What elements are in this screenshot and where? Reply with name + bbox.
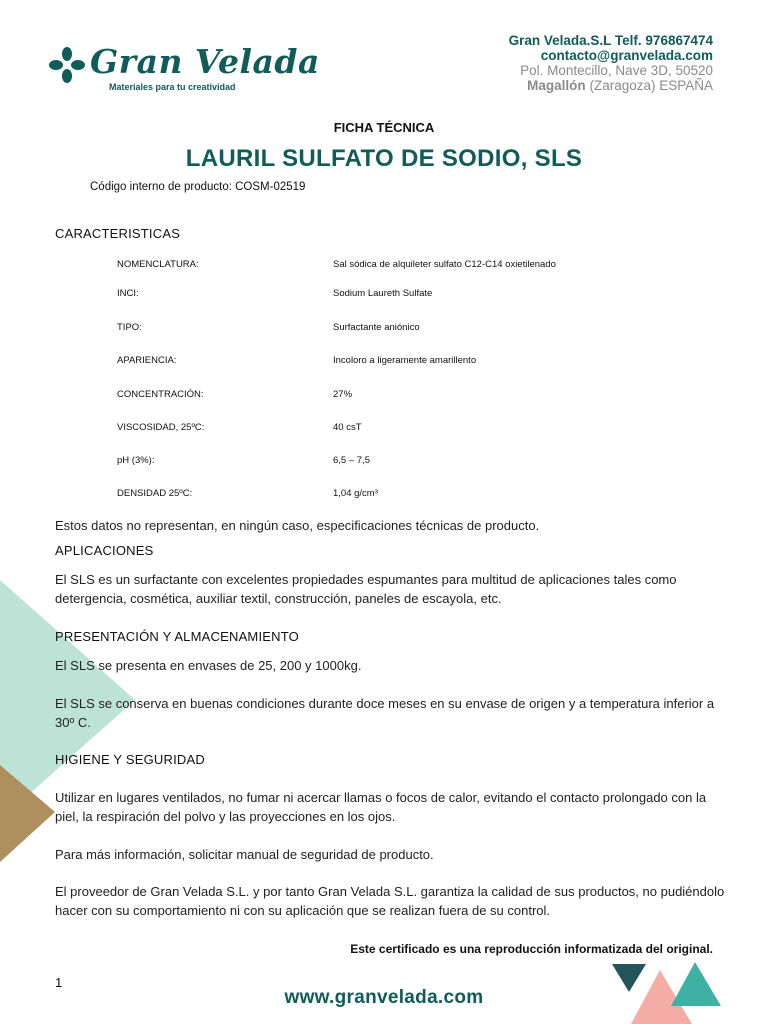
prop-label: TIPO:	[117, 322, 142, 333]
storage-p1: El SLS se presenta en envases de 25, 200 y 1000kg.	[55, 658, 362, 673]
prop-value: 6,5 – 7,5	[333, 455, 370, 466]
prop-label: APARIENCIA:	[117, 355, 177, 366]
contact-block	[509, 33, 713, 93]
prop-value: Surfactante aniónico	[333, 322, 420, 333]
storage-p2: El SLS se conserva en buenas condiciones durante doce meses en su envase de origen y a temperatura inferior a 30º C.	[55, 696, 715, 730]
prop-value: Incoloro a ligeramente amarillento	[333, 355, 477, 366]
prop-value: Sal sódica de alquileter sulfato C12-C14 oxietilenado	[333, 259, 556, 270]
prop-label: INCI:	[117, 288, 139, 299]
prop-label: DENSIDAD 25ºC:	[117, 488, 193, 499]
safety-p3: El proveedor de Gran Velada S.L. y por tanto Gran Velada S.L. garantiza la calidad de sus productos, no pudiéndolo hacer con su comportamiento ni con su aplicación que se realizan fuera de su control.	[55, 884, 725, 918]
contact-phone: Gran Velada.S.L Telf. 976867474	[508, 33, 713, 48]
contact-email[interactable]: contacto@granvelada.com	[540, 48, 713, 63]
applications-text: El SLS es un surfactante con excelentes propiedades espumantes para multitud de aplicaciones tales como detergencia, cosmética, auxiliar textil, construcción, paneles de escayola, etc.	[55, 572, 677, 606]
page-title: LAURIL SULFATO DE SODIO, SLS	[185, 145, 583, 172]
brand-name: Gran Velada	[90, 42, 320, 81]
prop-value: 27%	[333, 389, 353, 400]
contact-city: Magallón	[527, 78, 586, 93]
storage-heading: PRESENTACIÓN Y ALMACENAMIENTO	[55, 629, 299, 644]
flower-icon	[48, 46, 86, 84]
prop-label: CONCENTRACIÓN:	[117, 389, 204, 400]
safety-heading: HIGIENE Y SEGURIDAD	[55, 752, 205, 767]
website-link[interactable]: www.granvelada.com	[284, 987, 484, 1008]
safety-p1: Utilizar en lugares ventilados, no fumar ni acercar llamas o focos de calor, evitando el contacto prolongado con la piel, la respiración del polvo y las proyecciones en los ojos.	[55, 790, 707, 824]
doc-type: FICHA TÉCNICA	[333, 120, 435, 135]
prop-value: 1,04 g/cm³	[333, 488, 378, 499]
characteristics-note: Estos datos no representan, en ningún caso, especificaciones técnicas de producto.	[55, 518, 540, 533]
applications-heading: APLICACIONES	[55, 543, 154, 558]
contact-region: (Zaragoza) ESPAÑA	[589, 78, 713, 93]
prop-value: 40 csT	[333, 422, 362, 433]
page-number: 1	[55, 975, 63, 990]
characteristics-heading: CARACTERISTICAS	[55, 226, 181, 241]
prop-label: pH (3%):	[117, 455, 155, 466]
safety-p2: Para más información, solicitar manual de seguridad de producto.	[55, 847, 434, 862]
brand-tagline: Materiales para tu creatividad	[109, 82, 236, 92]
certificate-note: Este certificado es una reproducción informatizada del original.	[350, 942, 713, 956]
product-code: Código interno de producto: COSM-02519	[90, 181, 306, 193]
prop-label: NOMENCLATURA:	[117, 259, 199, 270]
contact-city-line	[509, 78, 713, 93]
contact-address: Pol. Montecillo, Nave 3D, 50520	[520, 63, 713, 78]
prop-value: Sodium Laureth Sulfate	[333, 288, 433, 299]
prop-label: VISCOSIDAD, 25ºC:	[117, 422, 205, 433]
